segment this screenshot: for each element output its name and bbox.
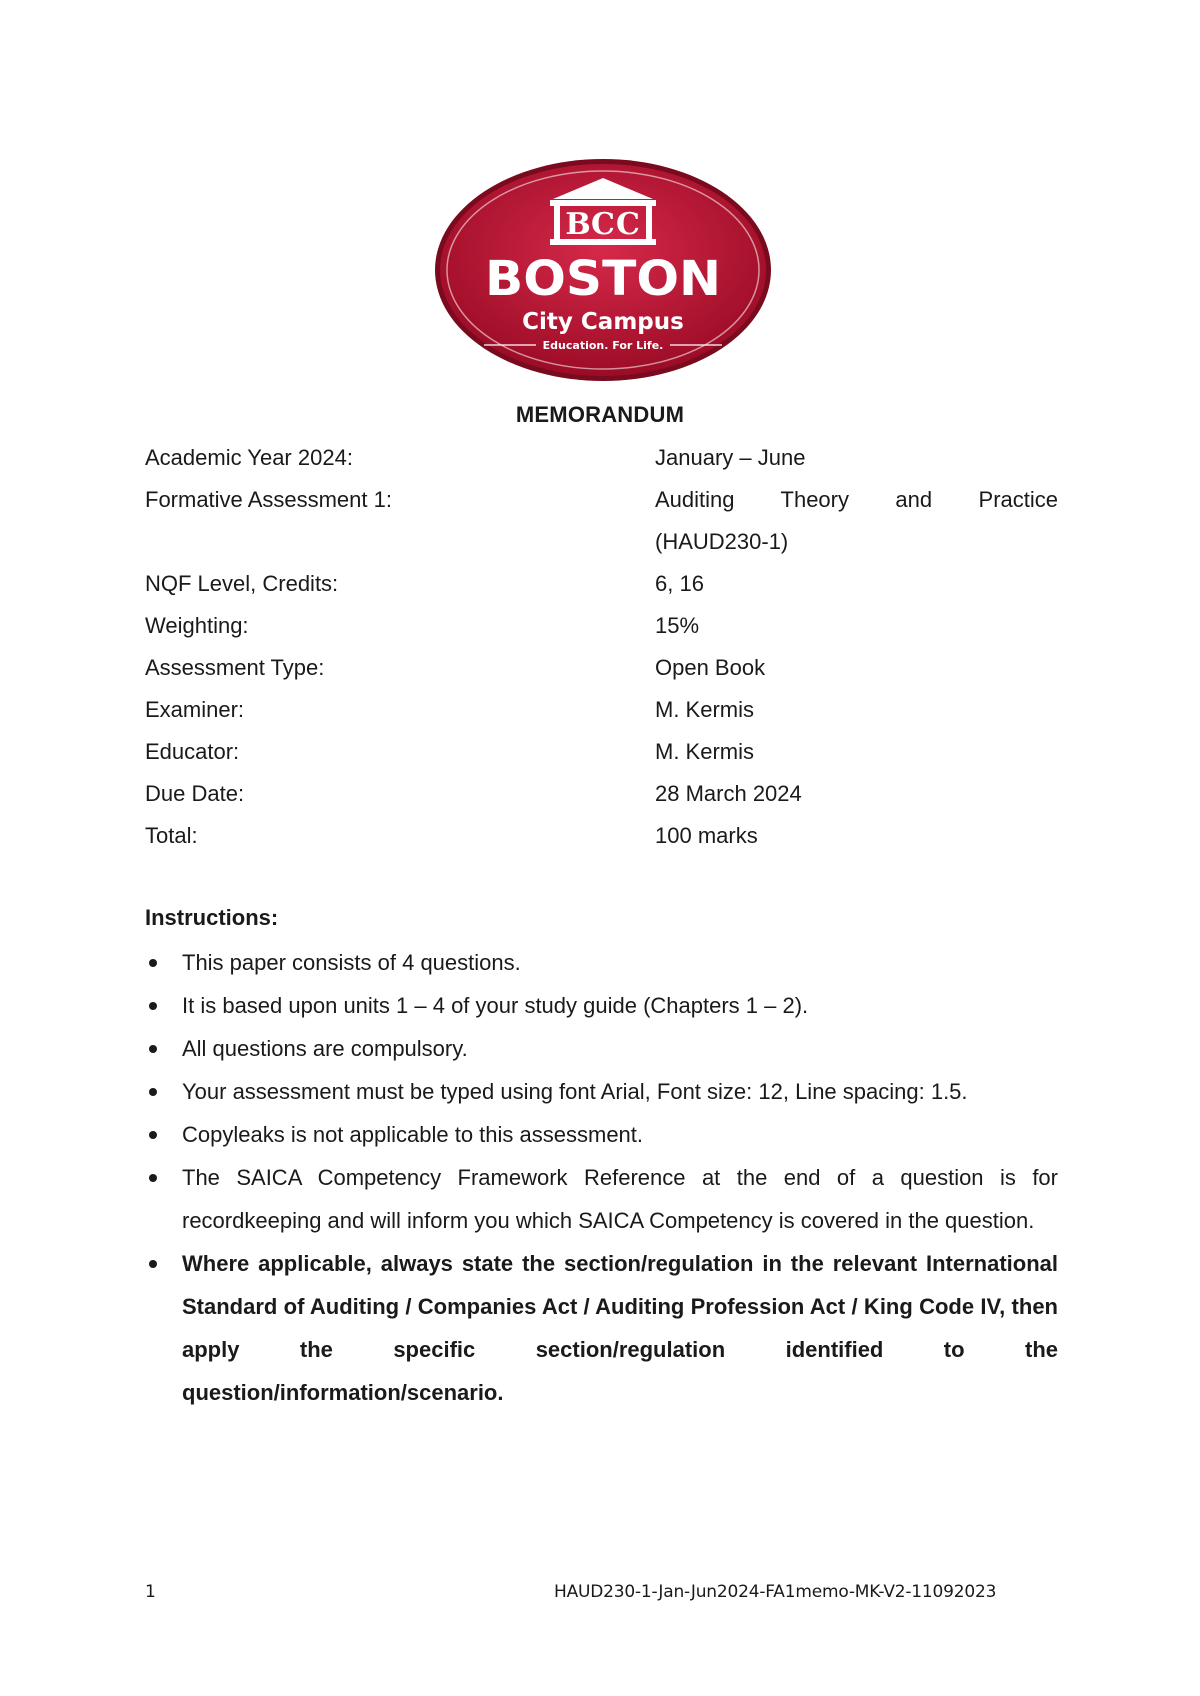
meta-label: Due Date: bbox=[145, 781, 245, 806]
meta-row-weighting bbox=[145, 605, 1058, 647]
meta-row-academic-year bbox=[145, 437, 1058, 479]
meta-value: M. Kermis bbox=[655, 697, 754, 722]
meta-label: Weighting: bbox=[145, 613, 249, 638]
meta-label bbox=[145, 521, 655, 563]
meta-label: Academic Year 2024: bbox=[145, 445, 353, 470]
logo-initial-b: B bbox=[565, 207, 591, 242]
list-item bbox=[145, 984, 1058, 1027]
logo-initial-c1: C bbox=[591, 207, 615, 242]
list-item bbox=[145, 1113, 1058, 1156]
meta-value: Auditing Theory and Practice bbox=[655, 487, 1058, 512]
list-item bbox=[145, 941, 1058, 984]
logo-initial-c2: C bbox=[616, 207, 640, 242]
meta-value: 15% bbox=[655, 613, 700, 638]
logo-name: BOSTON bbox=[485, 251, 721, 307]
instruction-text: Copyleaks is not applicable to this assessment. bbox=[182, 1122, 644, 1147]
logo-subtitle: City Campus bbox=[522, 309, 684, 335]
bullet-icon bbox=[149, 1260, 157, 1268]
bullet-icon bbox=[149, 1045, 157, 1053]
meta-label: Formative Assessment 1: bbox=[145, 487, 392, 512]
meta-label: Total: bbox=[145, 823, 198, 848]
instructions-list bbox=[145, 941, 1058, 1414]
footer-page-number: 1 bbox=[145, 1582, 156, 1602]
bullet-icon bbox=[149, 1131, 157, 1139]
instruction-text: This paper consists of 4 questions. bbox=[182, 950, 521, 975]
bullet-icon bbox=[149, 1002, 157, 1010]
document-title: MEMORANDUM bbox=[515, 402, 685, 427]
meta-value: 100 marks bbox=[655, 823, 758, 848]
instruction-text: Where applicable, always state the section/regulation in the relevant International Standard of Auditing / Companies Act / Auditing Profession Act / King Code IV, then apply the specific section/regulation identified to the question/information/scenario. bbox=[182, 1251, 1058, 1405]
meta-row-module-code bbox=[145, 521, 1058, 563]
instructions-heading: Instructions: bbox=[145, 905, 279, 930]
instruction-text: Your assessment must be typed using font Arial, Font size: 12, Line spacing: 1.5. bbox=[182, 1079, 968, 1104]
instruction-text: The SAICA Competency Framework Reference at the end of a question is for recordkeeping and will inform you which SAICA Competency is covered in the question. bbox=[182, 1165, 1058, 1233]
instruction-text: It is based upon units 1 – 4 of your study guide (Chapters 1 – 2). bbox=[182, 993, 809, 1018]
meta-row-formative-assessment bbox=[145, 479, 1058, 521]
meta-label: Examiner: bbox=[145, 697, 245, 722]
meta-value: January – June bbox=[655, 445, 806, 470]
bullet-icon bbox=[149, 959, 157, 967]
assessment-details bbox=[145, 437, 1058, 857]
meta-row-total bbox=[145, 815, 1058, 857]
meta-label: Assessment Type: bbox=[145, 655, 325, 680]
bullet-icon bbox=[149, 1174, 157, 1182]
list-item bbox=[145, 1242, 1058, 1414]
meta-value: Open Book bbox=[655, 655, 766, 680]
instruction-text: All questions are compulsory. bbox=[182, 1036, 468, 1061]
footer-document-code: HAUD230-1-Jan-Jun2024-FA1memo-MK-V2-11092023 bbox=[554, 1582, 997, 1602]
meta-row-due-date bbox=[145, 773, 1058, 815]
list-item bbox=[145, 1156, 1058, 1242]
meta-row-educator bbox=[145, 731, 1058, 773]
meta-row-assessment-type bbox=[145, 647, 1058, 689]
meta-row-nqf-level bbox=[145, 563, 1058, 605]
meta-label: NQF Level, Credits: bbox=[145, 571, 339, 596]
list-item bbox=[145, 1070, 1058, 1113]
bullet-icon bbox=[149, 1088, 157, 1096]
meta-value: M. Kermis bbox=[655, 739, 754, 764]
logo-tagline: Education. For Life. bbox=[542, 339, 664, 352]
meta-row-examiner bbox=[145, 689, 1058, 731]
meta-value: 6, 16 bbox=[655, 571, 704, 596]
meta-value: 28 March 2024 bbox=[655, 781, 802, 806]
meta-label: Educator: bbox=[145, 739, 240, 764]
boston-city-campus-logo bbox=[432, 156, 774, 384]
instructions-section bbox=[145, 897, 1058, 1414]
list-item bbox=[145, 1027, 1058, 1070]
meta-value: (HAUD230-1) bbox=[655, 529, 789, 554]
